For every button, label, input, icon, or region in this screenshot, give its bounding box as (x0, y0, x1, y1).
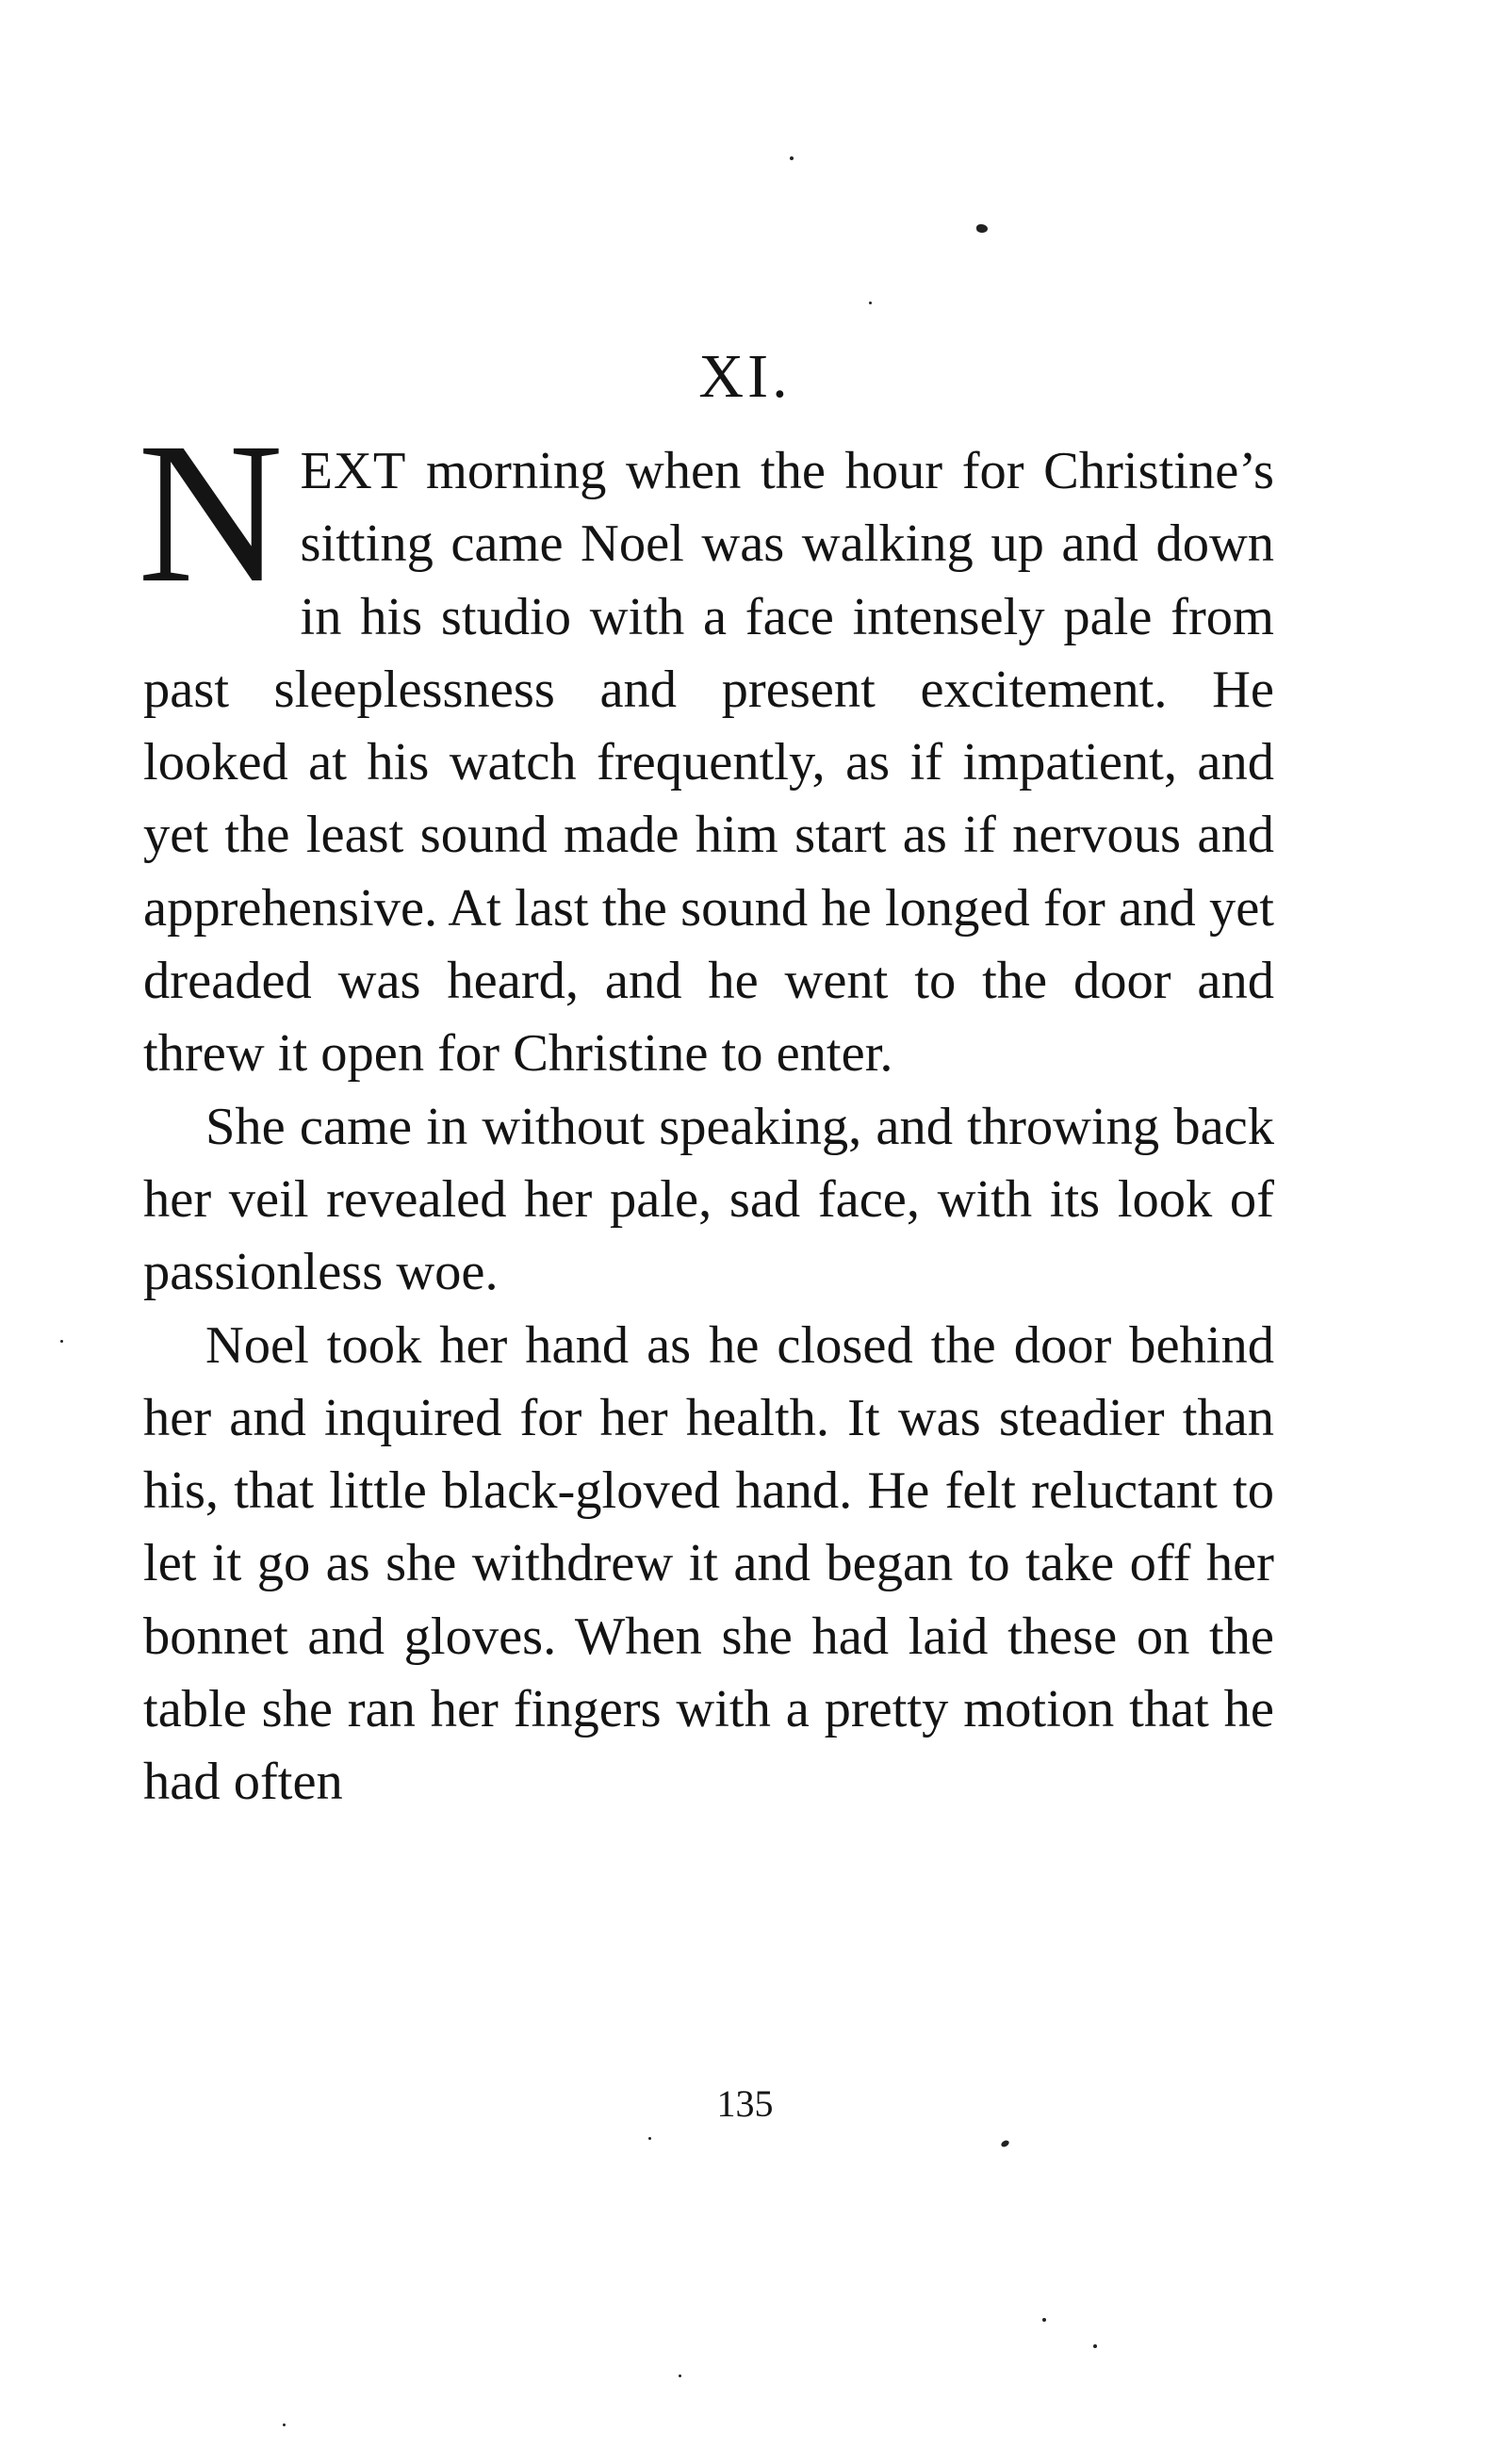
scan-speck (790, 156, 794, 160)
scan-speck (1042, 2318, 1046, 2322)
scan-speck (869, 302, 872, 304)
scan-speck (1093, 2344, 1097, 2348)
paragraph-2: She came in without speaking, and throwing back her veil revealed her pale, sad face, with its look of passionless woe. (143, 1097, 1274, 1302)
scan-speck (60, 1340, 63, 1343)
scan-speck (283, 2423, 286, 2426)
chapter-heading: XI. (698, 342, 792, 411)
paragraph-lead-word: EXT (300, 442, 407, 500)
drop-cap: N (138, 401, 284, 625)
scan-speck (1000, 2139, 1010, 2148)
page-number: 135 (716, 2082, 774, 2125)
body-text (138, 401, 1274, 1819)
paragraph-1 (138, 401, 1274, 1091)
scan-speck (679, 2374, 681, 2377)
scan-speck (976, 224, 988, 233)
paragraph-3: Noel took her hand as he closed the door behind her and inquired for her health. It was steadier than his, that little black-gloved hand. He felt reluctant to let it go as she withdrew it and began to take off her bonnet and gloves. When she had laid these on the table she ran her fingers with a pretty motion that he had often (143, 1315, 1274, 1812)
paragraph-text: morning when the hour for Christine’s sitting came Noel was walking up and down in his studio with a face intensely pale from past sleeplessness and present excitement. He looked at his watch frequently, as if impatient, and yet the least sound made him start as if nervous and apprehensive. At last the sound he longed for and yet dreaded was heard, and he went to the door and threw it open for Christine to enter. (143, 442, 1274, 1084)
scan-speck (648, 2137, 651, 2140)
